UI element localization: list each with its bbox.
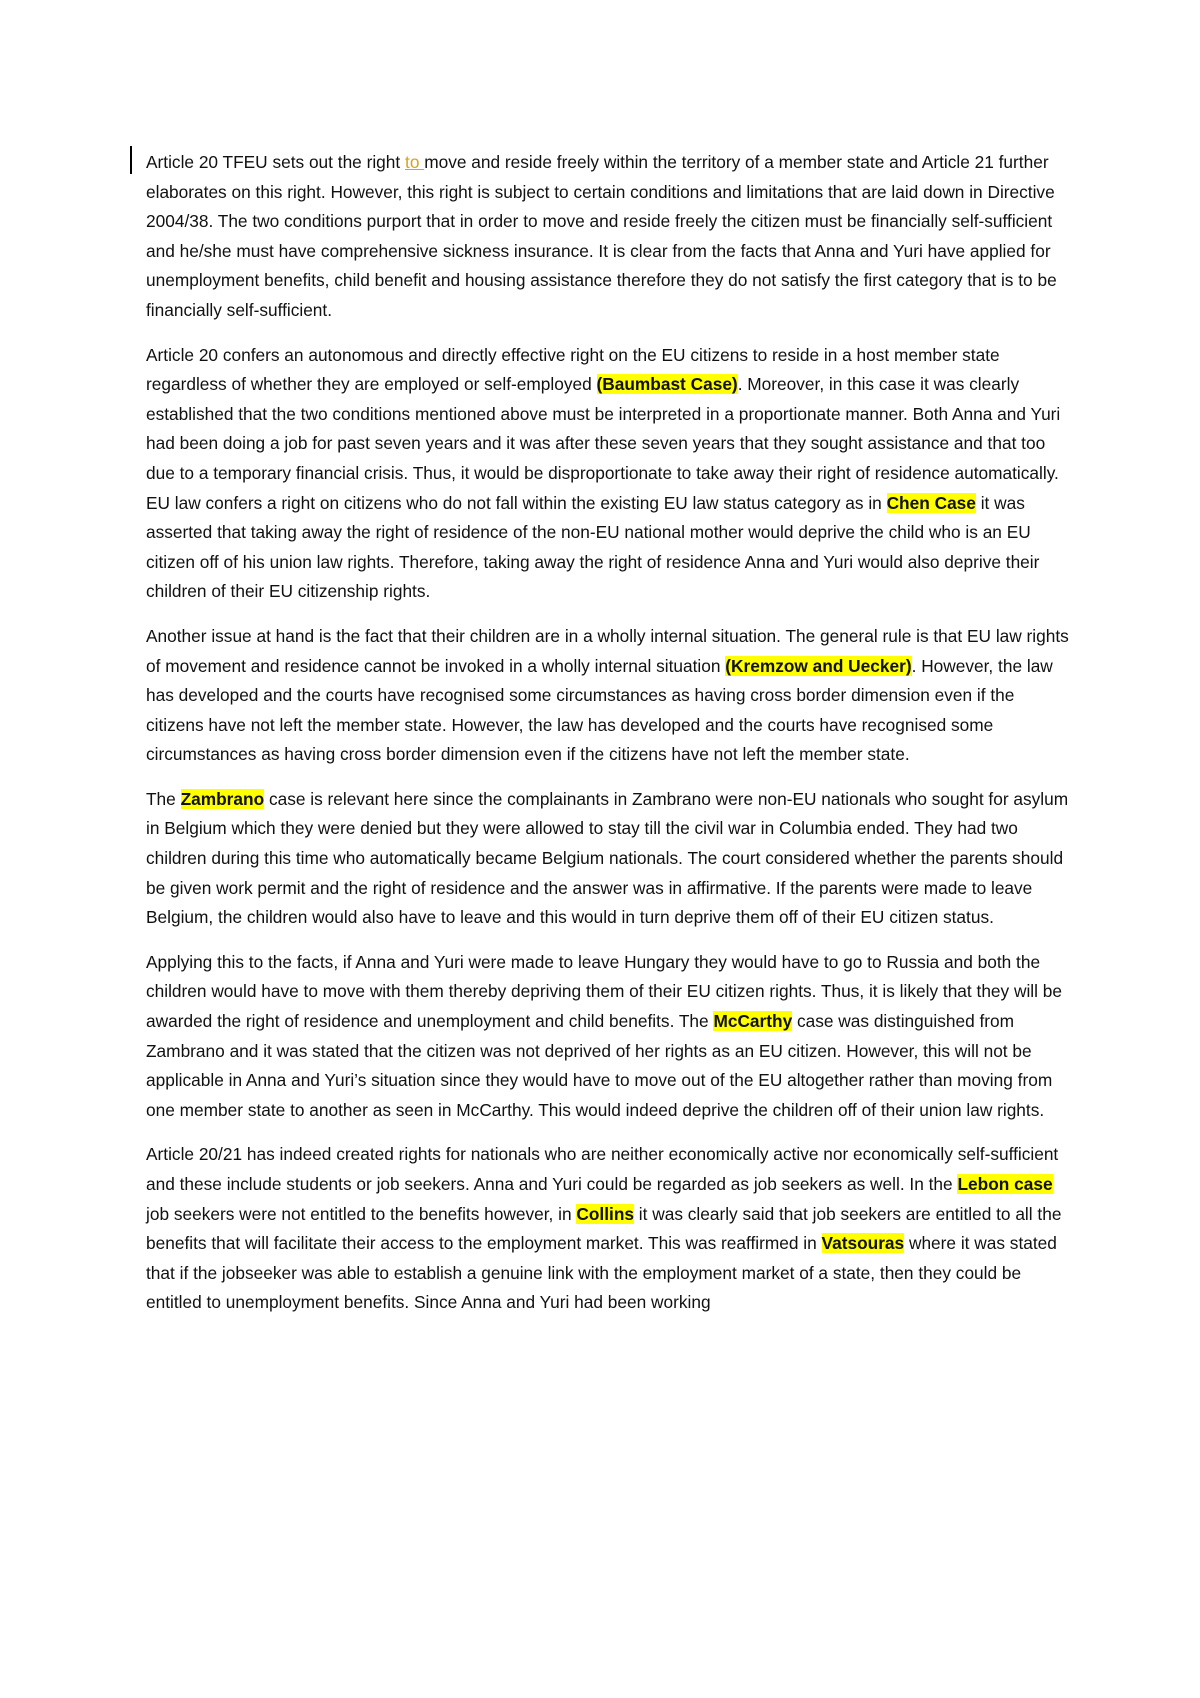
text-run: case was distinguished from Zambrano and it was stated that the citizen was not deprived of her rights as an EU citizen. However, this will not be applicable in Anna and Yuri’s situation since they would have to move out of the EU altogether rather than moving from one member state to another as seen in McCarthy. This would indeed deprive the children off of their union law rights. xyxy=(146,1011,1053,1120)
text-run: job seekers were not entitled to the benefits however, in xyxy=(146,1203,577,1224)
text-run: The xyxy=(146,788,181,809)
highlighted-case-name: (Baumbast Case) xyxy=(596,374,738,395)
text-run: Article 20 TFEU sets out the right xyxy=(146,152,406,172)
text-run: it was asserted that taking away the right of residence of the non-EU national mother would deprive the child who is an EU citizen off of his union law rights. Therefore, taking away the right of residence Anna and Yuri would also deprive their children of their EU citizenship rights. xyxy=(146,492,1040,602)
highlighted-case-name: (Kremzow and Uecker) xyxy=(725,655,912,676)
text-run: . Moreover, in this case it was clearly established that the two conditions mentioned above must be interpreted in a proportionate manner. Both Anna and Yuri had been doing a job for past seven years and it was after these seven years that they sought assistance and that too due to a temporary financial crisis. Thus, it would be disproportionate to take away their right of residence automatically. EU law confers a right on citizens who do not fall within the existing EU law status category as in xyxy=(146,374,1061,513)
highlighted-case-name: Collins xyxy=(576,1203,634,1224)
document-body[interactable] xyxy=(146,148,1076,1333)
highlighted-case-name: Zambrano xyxy=(180,788,265,809)
text-run: move and reside freely within the territory of a member state and Article 21 further elaborates on this right. However, this right is subject to certain conditions and limitations that are laid down in Directive 2004/38. The two conditions purport that in order to move and reside freely the citizen must be financially self-sufficient and he/she must have comprehensive sickness insurance. It is clear from the facts that Anna and Yuri have applied for unemployment benefits, child benefit and housing assistance therefore they do not satisfy the first category that is to be financially self-sufficient. xyxy=(146,152,1057,320)
paragraph xyxy=(146,948,1076,1126)
paragraph xyxy=(146,148,1076,326)
text-run: Another issue at hand is the fact that their children are in a wholly internal situation. The general rule is that EU law rights of movement and residence cannot be invoked in a wholly internal situation xyxy=(146,625,1069,676)
paragraph xyxy=(146,341,1076,607)
text-run: Applying this to the facts, if Anna and Yuri were made to leave Hungary they would have to go to Russia and both the children would have to move with them thereby depriving them of their EU citizen rights. Thus, it is likely that they will be awarded the right of residence and unemployment and child benefits. The xyxy=(146,951,1063,1032)
text-cursor xyxy=(130,146,132,174)
highlighted-case-name: McCarthy xyxy=(713,1011,793,1032)
paragraph xyxy=(146,1140,1076,1318)
text-run: where it was stated that if the jobseeker was able to establish a genuine link with the employment market of a state, then they could be entitled to unemployment benefits. Since Anna and Yuri had been working xyxy=(146,1233,1057,1313)
text-run: it was clearly said that job seekers are entitled to all the benefits that will facilitate their access to the employment market. This was reaffirmed in xyxy=(146,1203,1062,1254)
text-run: Article 20 confers an autonomous and directly effective right on the EU citizens to reside in a host member state regardless of whether they are employed or self-employed xyxy=(146,344,1000,395)
highlighted-case-name: Vatsouras xyxy=(821,1233,905,1254)
text-run: case is relevant here since the complainants in Zambrano were non-EU nationals who sought for asylum in Belgium which they were denied but they were allowed to stay till the civil war in Columbia ended. They had two children during this time who automatically became Belgium nationals. The court considered whether the parents should be given work permit and the right of residence and the answer was in affirmative. If the parents were made to leave Belgium, the children would also have to leave and this would in turn deprive them off of their EU citizen status. xyxy=(146,788,1069,928)
highlighted-case-name: Lebon case xyxy=(957,1174,1053,1194)
paragraph xyxy=(146,622,1076,770)
paragraph xyxy=(146,785,1076,933)
tracked-change-insertion: to xyxy=(405,152,425,172)
text-run: . However, the law has developed and the courts have recognised some circumstances as having cross border dimension even if the citizens have not left the member state. However, the law has developed and the courts have recognised some circumstances as having cross border dimension even if the citizens have not left the member state. xyxy=(146,655,1053,765)
highlighted-case-name: Chen Case xyxy=(886,492,976,513)
text-run: Article 20/21 has indeed created rights for nationals who are neither economically active nor economically self-sufficient and these include students or job seekers. Anna and Yuri could be regarded as job seekers as well. In the xyxy=(146,1144,1059,1194)
